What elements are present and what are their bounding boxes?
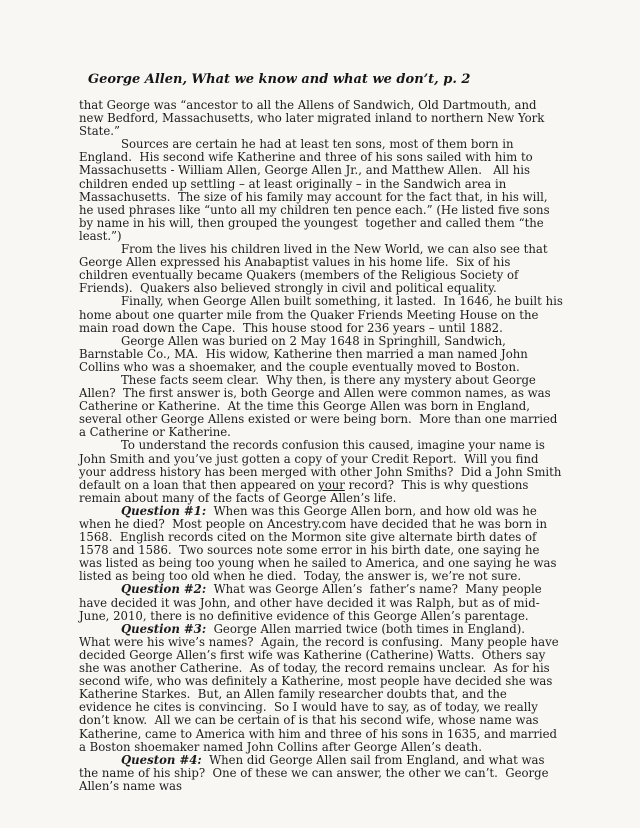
para-mystery-common-names bbox=[79, 374, 563, 439]
para-new-world-quakers bbox=[79, 243, 563, 295]
question-4-text: When did George Allen sail from England, and what was the name of his ship? One of these we can answer, the other we can’t. George Allen’s name was bbox=[79, 752, 553, 793]
para-built-home-1646 bbox=[79, 294, 567, 335]
para-question-1 bbox=[79, 505, 563, 584]
para-question-2 bbox=[79, 583, 563, 622]
para-burial-text: George Allen was buried on 2 May 1648 in Springhill, Sandwich, Barnstable Co., MA. His widow, Katherine then married a man named John Collins who was a shoemaker, and the couple eventually moved to Boston. bbox=[79, 333, 532, 374]
para-credit-report-text-1: To understand the records confusion this caused, imagine your name is John Smith and you’ve just gotten a copy of your Credit Report. Will you find your address history has been merged with other John Smiths? Did a John Smith default on a loan that then appeared on bbox=[79, 438, 566, 492]
para-sources-ten-sons bbox=[79, 138, 563, 243]
question-1-label: Question #1: bbox=[121, 503, 207, 518]
para-continuation-ancestor-quote bbox=[79, 99, 563, 138]
document-body bbox=[79, 98, 567, 793]
question-2-text: What was George Allen’s father’s name? Many people have decided it was John, and other have decided it was Ralph, but as of mid-June, 2010, there is no definitive evidence of this George Allen’s parentage. bbox=[79, 582, 546, 623]
para-credit-report-underlined-your: your bbox=[318, 477, 345, 492]
question-3-label: Question #3: bbox=[121, 621, 207, 636]
page-title: George Allen, What we know and what we don’t, p. 2 bbox=[88, 72, 471, 87]
para-continuation-text: that George was “ancestor to all the Allens of Sandwich, Old Dartmouth, and new Bedford, Massachusetts, who later migrated inland to northern New York State.” bbox=[79, 98, 549, 139]
para-built-home-text: Finally, when George Allen built something, it lasted. In 1646, he built his home about one quarter mile from the Quaker Friends Meeting House on the main road down the Cape. This house stood for 236 years – until 1882. bbox=[79, 294, 567, 335]
question-1-text: When was this George Allen born, and how old was he when he died? Most people on Ancestry.com have decided that he was born in 1568. English records cited on the Mormon site give alternate birth dates of 1578 and 1586. Two sources note some error in his birth date, one saying he was listed as being too young when he sailed to America, and one saying he was listed as being too old when he died. Today, the answer is, we’re not sure. bbox=[79, 503, 561, 584]
para-credit-report-analogy bbox=[79, 438, 566, 505]
para-burial-1648 bbox=[79, 335, 563, 374]
para-question-3 bbox=[79, 623, 563, 754]
para-new-world-text: From the lives his children lived in the New World, we can also see that George Allen expressed his Anabaptist values in his home life. Six of his children eventually became Quakers (members of the Religious Society of Friends). Quakers also believed strongly in civil and political equality. bbox=[79, 242, 552, 296]
para-sources-text: Sources are certain he had at least ten sons, most of them born in England. His second wife Katherine and three of his sons sailed with him to Massachusetts - William Allen, George Allen Jr., and Matthew Allen. All his children ended up settling – at least originally – in the Sandwich area in Massachusetts. The size of his family may account for the fact that, in his will, he used phrases like “unto all my children ten pence each.” (He listed five sons by name in his will, then grouped the youngest together and called them “the least.”) bbox=[79, 137, 554, 243]
para-mystery-text: These facts seem clear. Why then, is there any mystery about George Allen? The first answer is, both George and Allen were common names, as was Catherine or Katherine. At the time this George Allen was born in England, several other George Allens existed or were being born. More than one married a Catherine or Katherine. bbox=[79, 372, 562, 440]
question-3-text: George Allen married twice (both times in England). What were his wive’s names? Again, the record is confusing. Many people have decided George Allen’s first wife was Katherine (Catherine) Watts. Others say she was another Catherine. As of today, the record remains unclear. As for his second wife, who was definitely a Katherine, most people have decided she was Katherine Starkes. But, an Allen family researcher doubts that, and the evidence he cites is convincing. So I would have to say, as of today, we really don’t know. All we can be certain of is that his second wife, whose name was Katherine, came to America with him and three of his sons in 1635, and married a Boston shoemaker named John Collins after George Allen’s death. bbox=[79, 621, 563, 754]
question-4-label: Queston #4: bbox=[121, 752, 202, 767]
para-credit-report-text-2: record? This is why questions remain about many of the facts of George Allen’s life. bbox=[79, 477, 533, 505]
question-2-label: Question #2: bbox=[121, 582, 207, 597]
para-question-4 bbox=[79, 754, 563, 793]
